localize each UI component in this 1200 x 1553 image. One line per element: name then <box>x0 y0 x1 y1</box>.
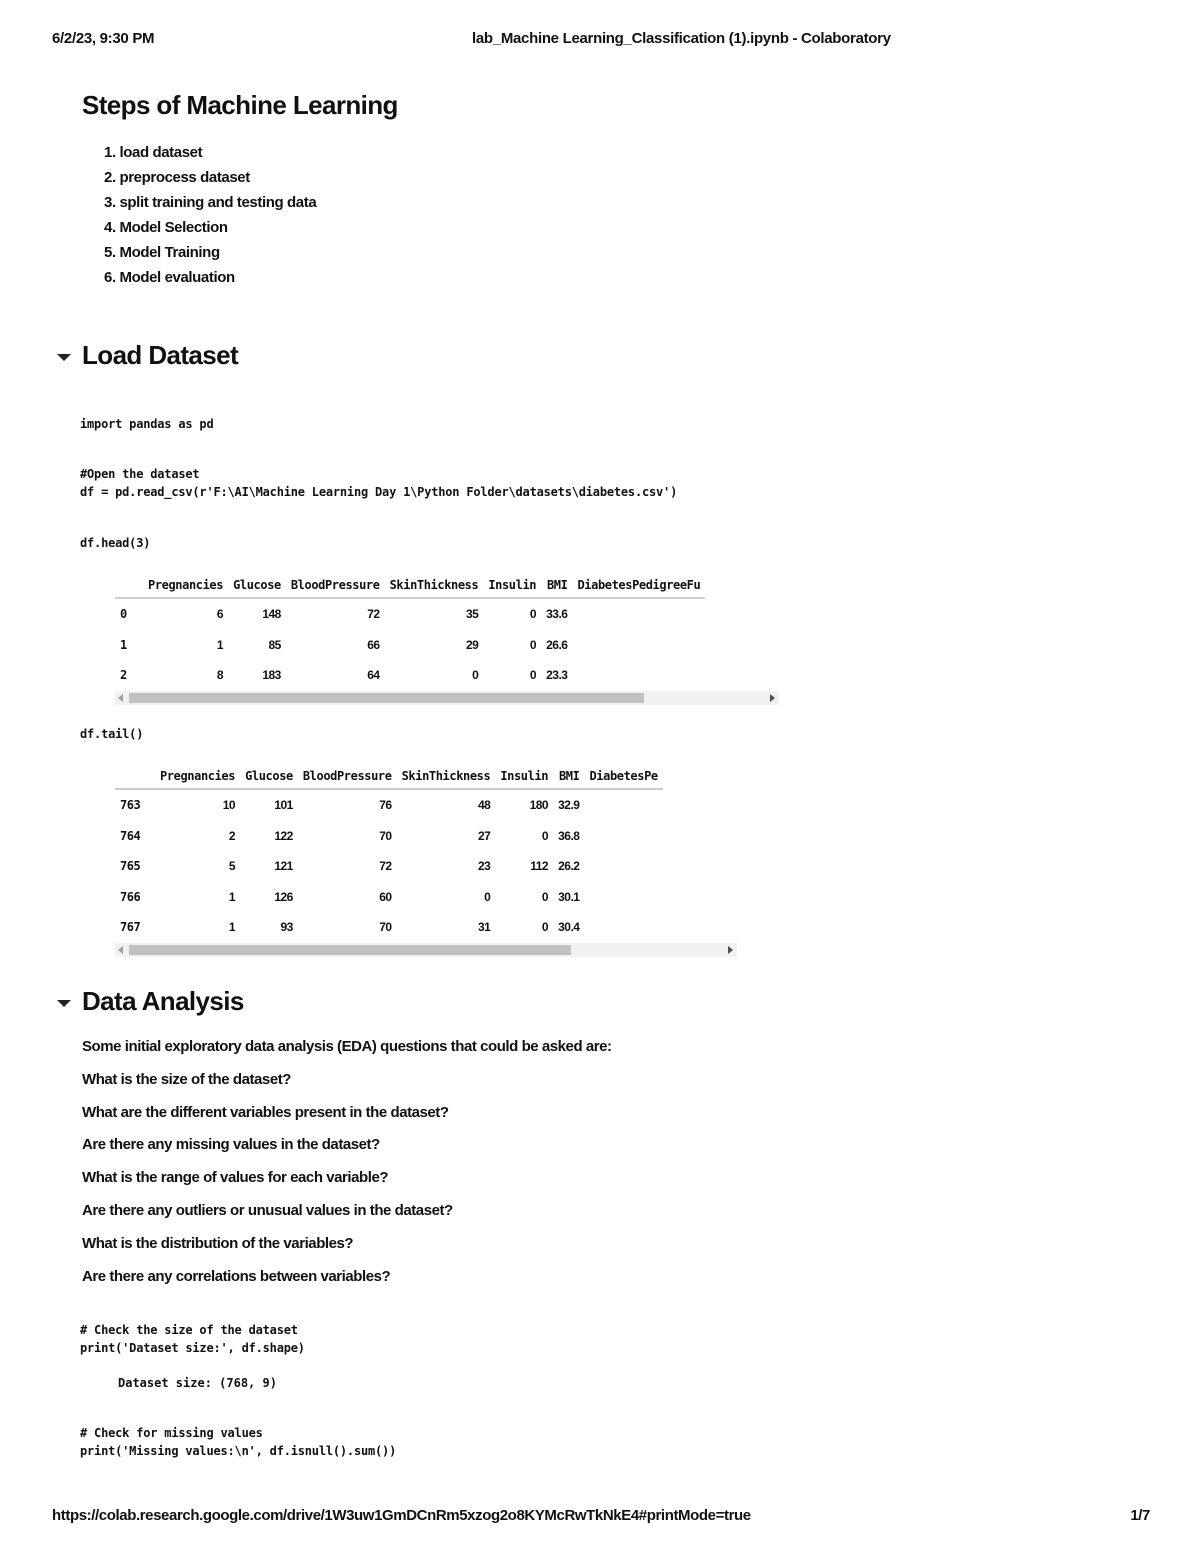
column-header: Glucose <box>240 764 298 789</box>
cell-glucose: 121 <box>274 859 293 874</box>
cell-pregnancies: 1 <box>228 889 236 904</box>
cell-skinthickness: 27 <box>477 828 491 843</box>
column-header: BMI <box>541 573 572 598</box>
row-index: 767 <box>120 920 141 935</box>
column-header: BloodPressure <box>286 573 385 598</box>
section-load-dataset[interactable] <box>57 340 238 371</box>
cell-bmi: 32.9 <box>558 798 580 813</box>
page-number: 1/7 <box>1130 1507 1150 1524</box>
column-header: Insulin <box>483 573 541 598</box>
column-header: BloodPressure <box>298 764 397 789</box>
step-item: 6. Model evaluation <box>104 269 235 286</box>
cell-diabetespedigree <box>572 630 705 661</box>
row-index: 764 <box>120 828 141 843</box>
cell-diabetespedigree <box>584 851 662 882</box>
cell-bmi: 26.6 <box>546 637 568 652</box>
column-header: SkinThickness <box>397 764 496 789</box>
code-cell-import[interactable]: import pandas as pd <box>80 417 214 431</box>
cell-diabetespedigree <box>584 821 662 852</box>
cell-bloodpressure: 70 <box>379 828 392 843</box>
tail-table <box>115 764 663 943</box>
horizontal-scrollbar[interactable] <box>115 943 737 957</box>
scroll-left-icon[interactable] <box>118 694 123 702</box>
print-url: https://colab.research.google.com/drive/1W3uw1GmDCnRm5xzog2o8KYMcRwTkNkE4#printMode=true <box>52 1507 751 1524</box>
table-row <box>115 660 705 691</box>
print-title: lab_Machine Learning_Classification (1).ipynb - Colaboratory <box>472 30 891 47</box>
eda-question: Are there any missing values in the dataset? <box>82 1136 380 1153</box>
head-dataframe <box>115 573 779 705</box>
cell-bmi: 36.8 <box>558 828 580 843</box>
cell-glucose: 148 <box>262 607 281 622</box>
cell-bloodpressure: 72 <box>367 607 380 622</box>
step-item: 1. load dataset <box>104 144 203 161</box>
step-item: 3. split training and testing data <box>104 194 317 211</box>
cell-insulin: 0 <box>541 889 549 904</box>
steps-list <box>104 142 316 292</box>
cell-diabetespedigree <box>584 789 662 821</box>
eda-question: What are the different variables present in the dataset? <box>82 1104 449 1121</box>
column-header <box>115 764 155 789</box>
row-index: 2 <box>120 668 127 683</box>
cell-skinthickness: 0 <box>484 889 491 904</box>
row-index: 765 <box>120 859 141 874</box>
code-cell-head[interactable]: df.head(3) <box>80 536 151 550</box>
row-index: 1 <box>120 637 127 652</box>
cell-insulin: 0 <box>529 637 537 652</box>
cell-skinthickness: 29 <box>465 637 479 652</box>
step-item: 5. Model Training <box>104 244 220 261</box>
eda-intro: Some initial exploratory data analysis (EDA) questions that could be asked are: <box>82 1038 612 1055</box>
step-item: 2. preprocess dataset <box>104 169 250 186</box>
cell-bmi: 33.6 <box>546 607 568 622</box>
table-row <box>115 912 663 943</box>
cell-insulin: 180 <box>529 798 549 813</box>
cell-glucose: 122 <box>274 828 293 843</box>
cell-glucose: 85 <box>268 637 281 652</box>
cell-pregnancies: 10 <box>222 798 236 813</box>
row-index: 766 <box>120 889 141 904</box>
column-header: Pregnancies <box>155 764 240 789</box>
code-cell-size-check[interactable]: # Check the size of the dataset print('Dataset size:', df.shape) <box>80 1323 305 1355</box>
table-row <box>115 630 705 661</box>
section-heading: Load Dataset <box>82 340 239 370</box>
step-item: 4. Model Selection <box>104 219 228 236</box>
table-header-row <box>115 764 663 789</box>
code-cell-tail[interactable]: df.tail() <box>80 727 144 741</box>
section-data-analysis[interactable] <box>57 986 244 1017</box>
column-header: Insulin <box>495 764 553 789</box>
eda-question: What is the size of the dataset? <box>82 1071 291 1088</box>
cell-insulin: 0 <box>541 920 549 935</box>
code-cell-missing-values[interactable]: # Check for missing values print('Missing values:\n', df.isnull().sum()) <box>80 1426 397 1458</box>
cell-insulin: 112 <box>530 859 549 874</box>
cell-insulin: 0 <box>529 668 537 683</box>
cell-bmi: 26.2 <box>558 859 580 874</box>
collapse-caret-icon[interactable] <box>57 1000 71 1007</box>
cell-bloodpressure: 72 <box>379 859 392 874</box>
cell-glucose: 93 <box>280 920 293 935</box>
table-row <box>115 882 663 913</box>
cell-skinthickness: 35 <box>465 607 479 622</box>
cell-glucose: 126 <box>274 889 293 904</box>
eda-question: What is the range of values for each variable? <box>82 1169 389 1186</box>
cell-pregnancies: 1 <box>216 637 224 652</box>
cell-pregnancies: 6 <box>216 607 224 622</box>
column-header: Glucose <box>228 573 286 598</box>
cell-bloodpressure: 70 <box>379 920 392 935</box>
cell-pregnancies: 8 <box>216 668 224 683</box>
cell-skinthickness: 0 <box>472 668 479 683</box>
scroll-left-icon[interactable] <box>118 946 123 954</box>
table-row <box>115 851 663 882</box>
cell-diabetespedigree <box>572 660 705 691</box>
tail-dataframe <box>115 764 737 957</box>
cell-skinthickness: 48 <box>477 798 491 813</box>
column-header: DiabetesPedigreeFu <box>572 573 705 598</box>
scroll-right-icon[interactable] <box>728 946 733 954</box>
print-datetime: 6/2/23, 9:30 PM <box>52 30 155 47</box>
table-row <box>115 821 663 852</box>
cell-pregnancies: 1 <box>228 920 236 935</box>
cell-diabetespedigree <box>584 912 662 943</box>
column-header <box>115 573 143 598</box>
cell-skinthickness: 31 <box>477 920 491 935</box>
eda-question: What is the distribution of the variables? <box>82 1235 354 1252</box>
steps-heading: Steps of Machine Learning <box>82 90 398 120</box>
cell-glucose: 101 <box>274 798 293 813</box>
cell-skinthickness: 23 <box>477 859 491 874</box>
collapse-caret-icon[interactable] <box>57 354 71 361</box>
cell-bmi: 30.4 <box>558 920 580 935</box>
column-header: Pregnancies <box>143 573 228 598</box>
eda-question: Are there any correlations between variables? <box>82 1268 391 1285</box>
cell-bloodpressure: 76 <box>379 798 392 813</box>
eda-question: Are there any outliers or unusual values in the dataset? <box>82 1202 453 1219</box>
cell-output: Dataset size: (768, 9) <box>118 1376 277 1390</box>
cell-pregnancies: 2 <box>228 828 236 843</box>
scrollbar-thumb[interactable] <box>129 693 644 703</box>
cell-bmi: 23.3 <box>546 668 568 683</box>
cell-insulin: 0 <box>541 828 549 843</box>
horizontal-scrollbar[interactable] <box>115 691 779 705</box>
cell-insulin: 0 <box>529 607 537 622</box>
cell-diabetespedigree <box>584 882 662 913</box>
cell-bmi: 30.1 <box>558 889 580 904</box>
column-header: SkinThickness <box>385 573 484 598</box>
code-cell-read-csv[interactable]: #Open the dataset df = pd.read_csv(r'F:\AI\Machine Learning Day 1\Python Folder\datasets\diabetes.csv') <box>80 467 678 499</box>
row-index: 0 <box>120 607 127 622</box>
scrollbar-thumb[interactable] <box>129 945 571 955</box>
section-heading: Data Analysis <box>82 986 244 1016</box>
row-index: 763 <box>120 798 141 813</box>
table-row <box>115 789 663 821</box>
column-header: BMI <box>553 764 584 789</box>
cell-bloodpressure: 60 <box>379 889 392 904</box>
cell-glucose: 183 <box>262 668 281 683</box>
cell-bloodpressure: 64 <box>367 668 380 683</box>
scroll-right-icon[interactable] <box>770 694 775 702</box>
head-table <box>115 573 705 691</box>
table-row <box>115 598 705 630</box>
table-header-row <box>115 573 705 598</box>
cell-pregnancies: 5 <box>228 859 236 874</box>
cell-diabetespedigree <box>572 598 705 630</box>
column-header: DiabetesPe <box>584 764 662 789</box>
cell-bloodpressure: 66 <box>367 637 380 652</box>
